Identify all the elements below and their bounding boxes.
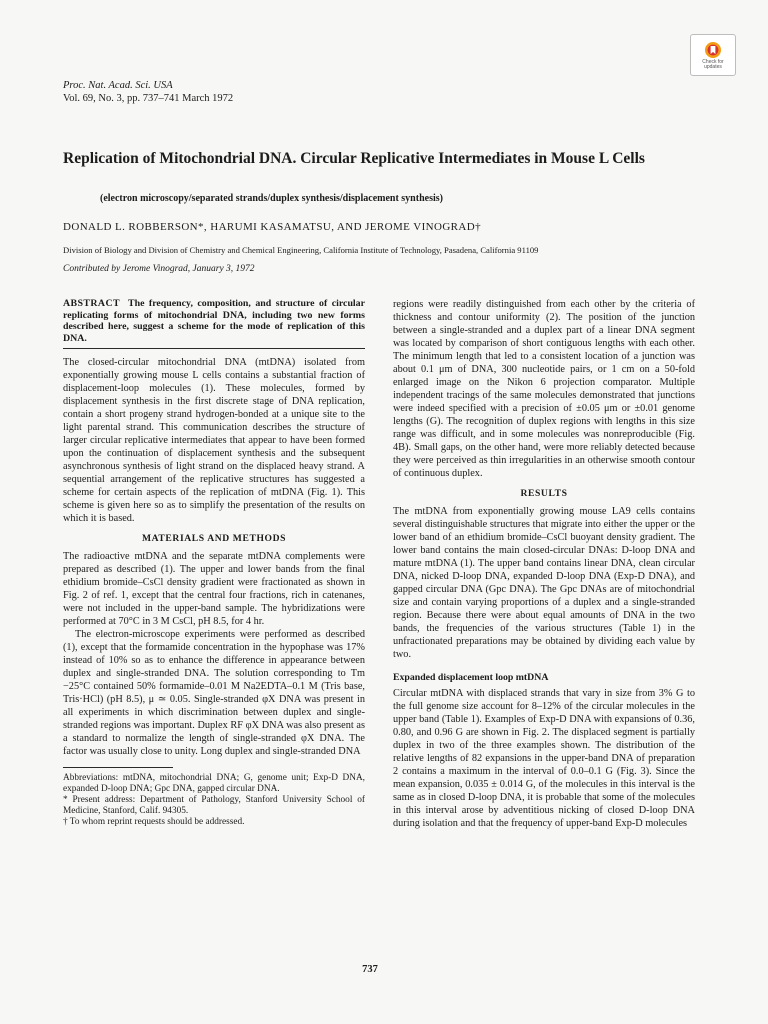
page-number: 737 — [362, 964, 378, 975]
results-paragraph-1: The mtDNA from exponentially growing mouse LA9 cells contains several distinguishable structures that migrate into either the upper or the lower band of an ethidium bromide–CsCl buoyant density gradient. The lower band contains the main closed-circular DNAs: D-loop DNA and mature mtDNA (1). The upper band contains linear DNA, clean circular DNA, nicked D-loop DNA, expanded D-loop DNA (Exp-D DNA), and gapped circular DNA (Gpc DNA). The Gpc DNAs are of mitochondrial size and contain varying proportions of a duplex and a single-stranded region. Because there were about equal amounts of DNA in the two bands, the frequencies of the various structures (Table 1) in the unfractionated preparations may be obtained by dividing each value by two. — [393, 506, 695, 660]
contributed-by: Contributed by Jerome Vinograd, January 3, 1972 — [63, 264, 255, 274]
results-heading: RESULTS — [520, 488, 568, 499]
footnotes — [63, 773, 365, 828]
methods-paragraph-1: The radioactive mtDNA and the separate mtDNA complements were prepared as described (1). The upper and lower bands from the final ethidium bromide–CsCl density gradient were fractionated as shown in Fig. 2 of ref. 1, except that the central four fractions, rich in catenanes, were not included in the upper-band sample. The hybridizations were performed at 70°C in 3 M CsCl, pH 8.5, for 4 hr. — [63, 551, 365, 627]
volume-info: Vol. 69, No. 3, pp. 737–741 March 1972 — [63, 93, 234, 104]
footnote-present-address: * Present address: Department of Pathology, Stanford University School of Medicine, Stanford, Calif. 94305. — [63, 795, 365, 816]
check-for-updates-label: Check for updates — [702, 58, 724, 70]
results-paragraph-2: Circular mtDNA with displaced strands that vary in size from 3% G to the full genome size account for 8–12% of the circular molecules in the upper band (Table 1). Examples of Exp-D DNA with expansions of 0.36, 0.80, and 0.96 G are shown in Fig. 2. The displaced segment is partially duplex in two of the three examples shown. The distribution of the relative lengths of 82 expansions in the upper-band DNA of preparation 2 contains a maximum in the interval of 0.0–0.1 G (Fig. 3). Since the mean expansion, 0.035 ± 0.014 G, of the molecules in this interval is the same as in closed D-loop DNA, it is probable that some of the molecules in this interval arose by adventitious nicking of closed D-loop DNA during isolation and that the frequency of upper-band Exp-D molecules — [393, 688, 695, 829]
footnote-reprint: † To whom reprint requests should be addressed. — [63, 817, 245, 827]
article-title: Replication of Mitochondrial DNA. Circular Replicative Intermediates in Mouse L Cells — [63, 150, 645, 167]
abstract-text: The frequency, composition, and structure of circular replicating forms of mitochondrial DNA, including two new forms described here, suggest a scheme for the mode of replication of this DNA. — [63, 298, 365, 344]
check-for-updates-badge[interactable] — [690, 34, 736, 76]
methods-continuation: regions were readily distinguished from each other by the criteria of thickness and contour uniformity (2). The position of the junction between a single-stranded and a duplex part of a linear DNA segment was located by comparison of short contiguous lengths with each other. The minimum length that led to a consistent location of a junction was about 0.1 μm of DNA, 300 nucleotide pairs, or 1 cm on a 50-fold enlarged image on the Nikon 6 projection comparator. Multiple independent tracings of the same molecules demonstrated that junctions were indeed specified with a precision of ±0.05 μm or ±0.01 genome lengths (G). The recognition of duplex regions with lengths in this size range was difficult, and in some molecules was nonreproducible (Fig. 4B). Small gaps, on the other hand, were more reliably detected because they were perceived as thin irregularities in an otherwise smooth contour of continuous duplex. — [393, 299, 695, 479]
keywords: (electron microscopy/separated strands/duplex synthesis/displacement synthesis) — [100, 193, 443, 204]
footnote-divider — [63, 767, 173, 768]
methods-paragraph-2: The electron-microscope experiments were performed as described (1), except that the formamide concentration in the hypophase was 17% instead of 10% so as to enhance the difference in appearance between duplex and single-stranded DNA. The solution corresponding to Tm −25°C contained 50% formamide–0.01 M Na2EDTA–0.1 M (Tris base, Tris·HCl) (pH 8.5), μ ≃ 0.05. Single-stranded φX DNA was present in all experiments in which discrimination between duplex and single-stranded regions was important. Duplex RF φX DNA was also present as a standard to normalize the length of single-stranded φX DNA. The factor was usually close to unity. Long duplex and single-stranded DNA — [63, 629, 365, 757]
right-column — [393, 298, 695, 830]
intro-paragraph: The closed-circular mitochondrial DNA (mtDNA) isolated from exponentially growing mouse L cells contains a substantial fraction of displacement-loop molecules (1). These molecules, formed by displacement synthesis in the first discrete stage of DNA replication, contain a short progeny strand hydrogen-bonded at a unique site to the light parental strand. This communication describes the structure of larger circular replicative intermediates that appear to have been formed upon the continuation of displacement synthesis and the subsequent asynchronous synthesis of light strand on the displaced heavy strand. A sequential arrangement of the replicative structures has suggested a scheme for certain aspects of the replication of mtDNA (Fig. 1). This scheme is given here so as to simplify the presentation of the results on which it is based. — [63, 357, 365, 524]
journal-name: Proc. Nat. Acad. Sci. USA — [63, 80, 173, 91]
methods-heading: MATERIALS AND METHODS — [141, 533, 287, 544]
bookmark-ribbon-icon — [703, 40, 723, 60]
abstract — [63, 298, 365, 349]
affiliation: Division of Biology and Division of Chemistry and Chemical Engineering, California Institute of Technology, Pasadena, California 91109 — [63, 245, 539, 255]
abstract-label: ABSTRACT — [63, 298, 120, 309]
left-column — [63, 298, 365, 828]
footnote-abbreviations: Abbreviations: mtDNA, mitochondrial DNA; G, genome unit; Exp-D DNA, expanded D-loop DNA; Gpc DNA, gapped circular DNA. — [63, 773, 365, 794]
authors: DONALD L. ROBBERSON*, HARUMI KASAMATSU, AND JEROME VINOGRAD† — [63, 221, 481, 233]
expanded-dloop-subheading: Expanded displacement loop mtDNA — [393, 672, 549, 683]
